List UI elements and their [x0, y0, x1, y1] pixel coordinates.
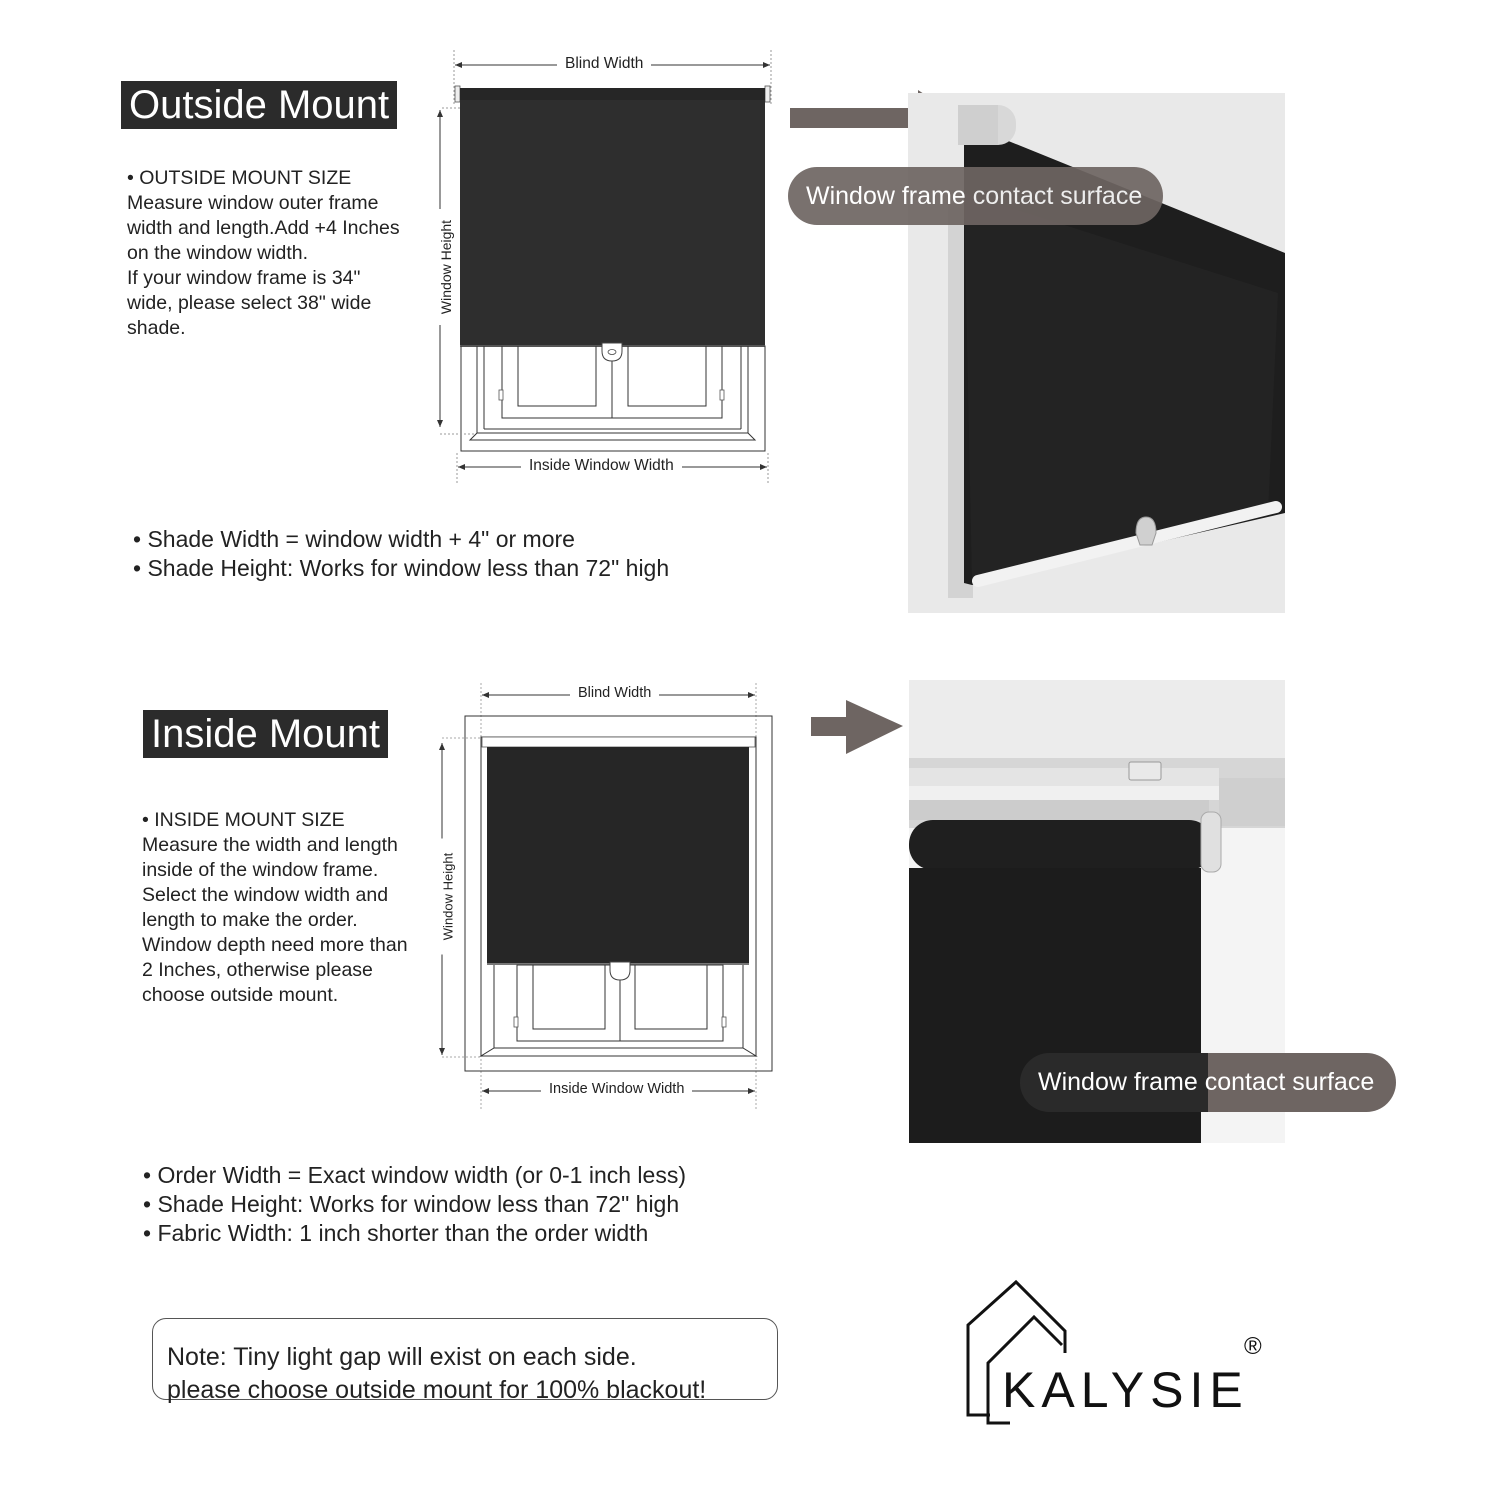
- inside-mount-description: [142, 808, 442, 1008]
- description-line: on the window width.: [127, 242, 309, 264]
- window-shade-outside-diagram: [430, 45, 790, 490]
- outside-contact-surface-callout: [788, 167, 1163, 225]
- outside-mount-description: [127, 166, 437, 341]
- note-line: please choose outside mount for 100% blackout!: [167, 1376, 707, 1404]
- description-line: • INSIDE MOUNT SIZE: [142, 809, 345, 831]
- note-line: Note: Tiny light gap will exist on each side.: [167, 1343, 637, 1371]
- bullet-item: • Shade Height: Works for window less than 72" high: [133, 555, 670, 581]
- description-line: width and length.Add +4 Inches: [127, 217, 400, 239]
- outside-mount-bullets: [133, 525, 669, 583]
- description-line: length to make the order.: [142, 909, 358, 931]
- brand-name: KALYSIE: [1002, 1362, 1249, 1418]
- description-line: wide, please select 38" wide: [127, 292, 372, 314]
- inside-window-width-label: Inside Window Width: [541, 1081, 692, 1097]
- brand-logo: [960, 1275, 1280, 1425]
- description-line: inside of the window frame.: [142, 859, 379, 881]
- description-line: Measure the width and length: [142, 834, 398, 856]
- bullet-item: • Order Width = Exact window width (or 0-1 inch less): [143, 1162, 686, 1188]
- description-line: Measure window outer frame: [127, 192, 379, 214]
- arrow-right-icon: [811, 700, 903, 754]
- description-line: • OUTSIDE MOUNT SIZE: [127, 167, 352, 189]
- inside-mount-bullets: [143, 1161, 686, 1248]
- outside-mount-title: Outside Mount: [121, 81, 397, 129]
- window-height-label: Window Height: [441, 839, 456, 955]
- bullet-item: • Shade Width = window width + 4" or more: [133, 526, 575, 552]
- bullet-item: • Fabric Width: 1 inch shorter than the order width: [143, 1220, 649, 1246]
- inside-mount-diagram: [430, 675, 790, 1115]
- registered-mark: ®: [1244, 1333, 1262, 1360]
- callout-text: Window frame contact surface: [806, 181, 1143, 210]
- note-box: [152, 1318, 778, 1404]
- description-line: Select the window width and: [142, 884, 389, 906]
- description-line: Window depth need more than: [142, 934, 408, 956]
- inside-contact-surface-callout: [1020, 1053, 1396, 1112]
- description-line: 2 Inches, otherwise please: [142, 959, 373, 981]
- inside-mount-title: Inside Mount: [143, 710, 388, 758]
- description-line: shade.: [127, 317, 186, 339]
- window-height-label: Window Height: [438, 209, 454, 325]
- inside-window-width-label: Inside Window Width: [521, 457, 682, 475]
- outside-mount-diagram: [430, 45, 790, 490]
- note-text: [167, 1341, 706, 1407]
- callout-text: Window frame contact surface: [1038, 1068, 1375, 1096]
- blind-width-label: Blind Width: [557, 55, 651, 73]
- description-line: If your window frame is 34": [127, 267, 361, 289]
- window-shade-inside-diagram: [430, 675, 790, 1115]
- bullet-item: • Shade Height: Works for window less than 72" high: [143, 1191, 680, 1217]
- description-line: choose outside mount.: [142, 984, 339, 1006]
- blind-width-label: Blind Width: [570, 685, 659, 701]
